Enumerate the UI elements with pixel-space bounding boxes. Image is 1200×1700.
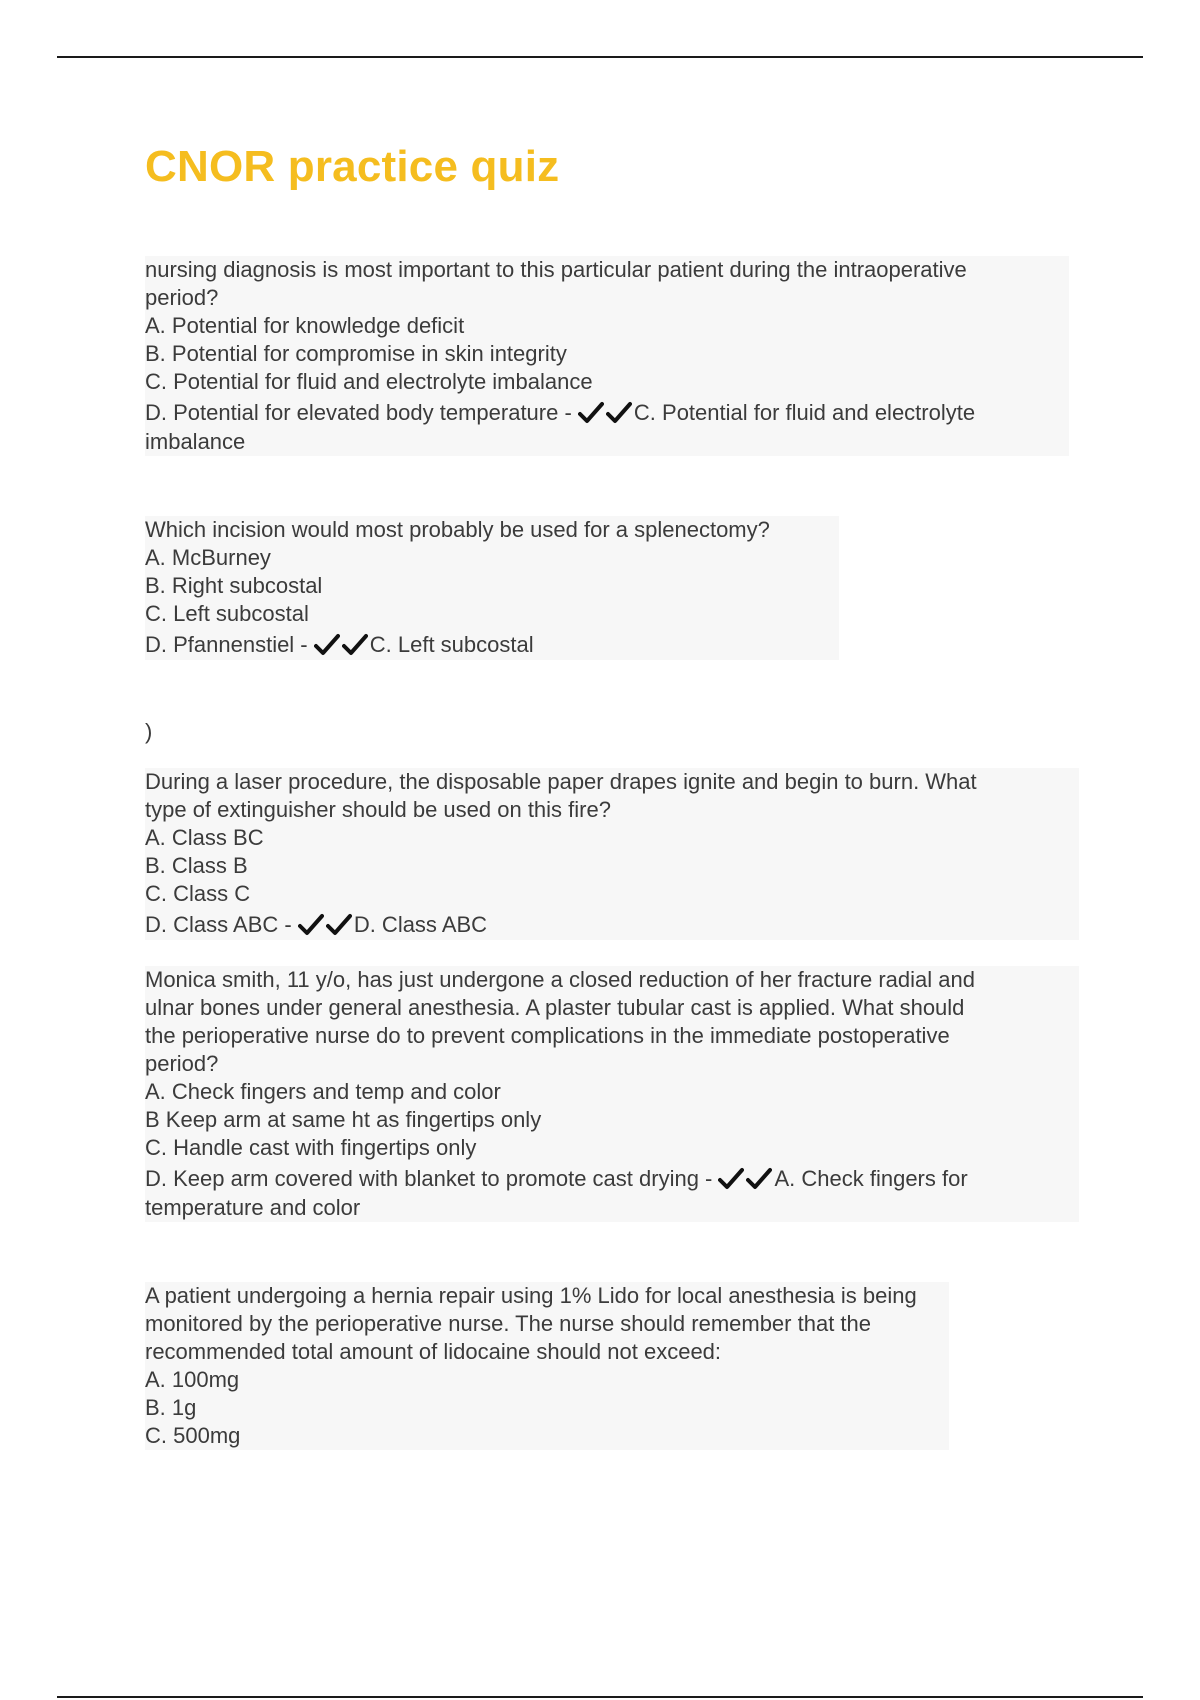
quiz-content xyxy=(145,256,1075,1450)
option-b: B. Potential for compromise in skin integrity xyxy=(145,341,567,366)
option-b: B. 1g xyxy=(145,1395,197,1420)
question-text: monitored by the perioperative nurse. The nurse should remember that the xyxy=(145,1311,871,1336)
option-c: C. Class C xyxy=(145,881,251,906)
question-block xyxy=(145,256,1069,456)
option-d-with-answer xyxy=(145,1164,1075,1194)
option-d: D. Potential for elevated body temperature - xyxy=(145,400,578,425)
option-b: B. Right subcostal xyxy=(145,573,323,598)
option-d-with-answer xyxy=(145,398,1065,428)
check-icon xyxy=(326,913,354,937)
check-icon xyxy=(342,633,370,657)
option-a: A. McBurney xyxy=(145,545,271,570)
option-d: D. Pfannenstiel - xyxy=(145,632,314,657)
question-text: A patient undergoing a hernia repair using 1% Lido for local anesthesia is being xyxy=(145,1283,917,1308)
option-a: A. 100mg xyxy=(145,1367,240,1392)
option-a: A. Check fingers and temp and color xyxy=(145,1079,501,1104)
correct-answer: A. Check fingers for xyxy=(774,1166,968,1191)
correct-answer: C. Left subcostal xyxy=(369,632,534,657)
correct-answer: C. Potential for fluid and electrolyte xyxy=(633,400,976,425)
question-block xyxy=(145,966,1079,1222)
question-text: Which incision would most probably be used for a splenectomy? xyxy=(145,517,770,542)
correct-answer-continuation: temperature and color xyxy=(145,1195,361,1220)
question-block xyxy=(145,1282,949,1450)
option-b: B. Class B xyxy=(145,853,248,878)
stray-parenthesis: ) xyxy=(145,719,153,744)
option-d-with-answer xyxy=(145,910,1075,940)
option-c: C. Potential for fluid and electrolyte imbalance xyxy=(145,369,593,394)
question-text: recommended total amount of lidocaine should not exceed: xyxy=(145,1339,722,1364)
check-icon xyxy=(606,401,634,425)
question-text: Monica smith, 11 y/o, has just undergone a closed reduction of her fracture radial and xyxy=(145,967,975,992)
option-c: C. Handle cast with fingertips only xyxy=(145,1135,477,1160)
question-block xyxy=(145,768,1079,940)
top-rule xyxy=(57,56,1143,58)
question-text: period? xyxy=(145,1051,219,1076)
check-icon xyxy=(718,1167,746,1191)
option-d: D. Keep arm covered with blanket to promote cast drying - xyxy=(145,1166,719,1191)
page-title: CNOR practice quiz xyxy=(145,142,560,191)
question-text: nursing diagnosis is most important to this particular patient during the intraoperative xyxy=(145,257,967,282)
question-text: ulnar bones under general anesthesia. A plaster tubular cast is applied. What should xyxy=(145,995,965,1020)
check-icon xyxy=(314,633,342,657)
correct-answer: D. Class ABC xyxy=(353,912,488,937)
question-text: period? xyxy=(145,285,219,310)
option-a: A. Potential for knowledge deficit xyxy=(145,313,465,338)
correct-answer-continuation: imbalance xyxy=(145,429,246,454)
question-text: type of extinguisher should be used on this fire? xyxy=(145,797,611,822)
option-d-with-answer xyxy=(145,630,835,660)
check-icon xyxy=(298,913,326,937)
question-block xyxy=(145,516,839,660)
option-a: A. Class BC xyxy=(145,825,264,850)
bottom-rule xyxy=(57,1696,1143,1698)
question-text: the perioperative nurse do to prevent complications in the immediate postoperative xyxy=(145,1023,950,1048)
option-b: B Keep arm at same ht as fingertips only xyxy=(145,1107,542,1132)
check-icon xyxy=(578,401,606,425)
option-c: C. Left subcostal xyxy=(145,601,309,626)
option-d: D. Class ABC - xyxy=(145,912,298,937)
check-icon xyxy=(746,1167,774,1191)
question-text: During a laser procedure, the disposable paper drapes ignite and begin to burn. What xyxy=(145,769,977,794)
option-c: C. 500mg xyxy=(145,1423,241,1448)
